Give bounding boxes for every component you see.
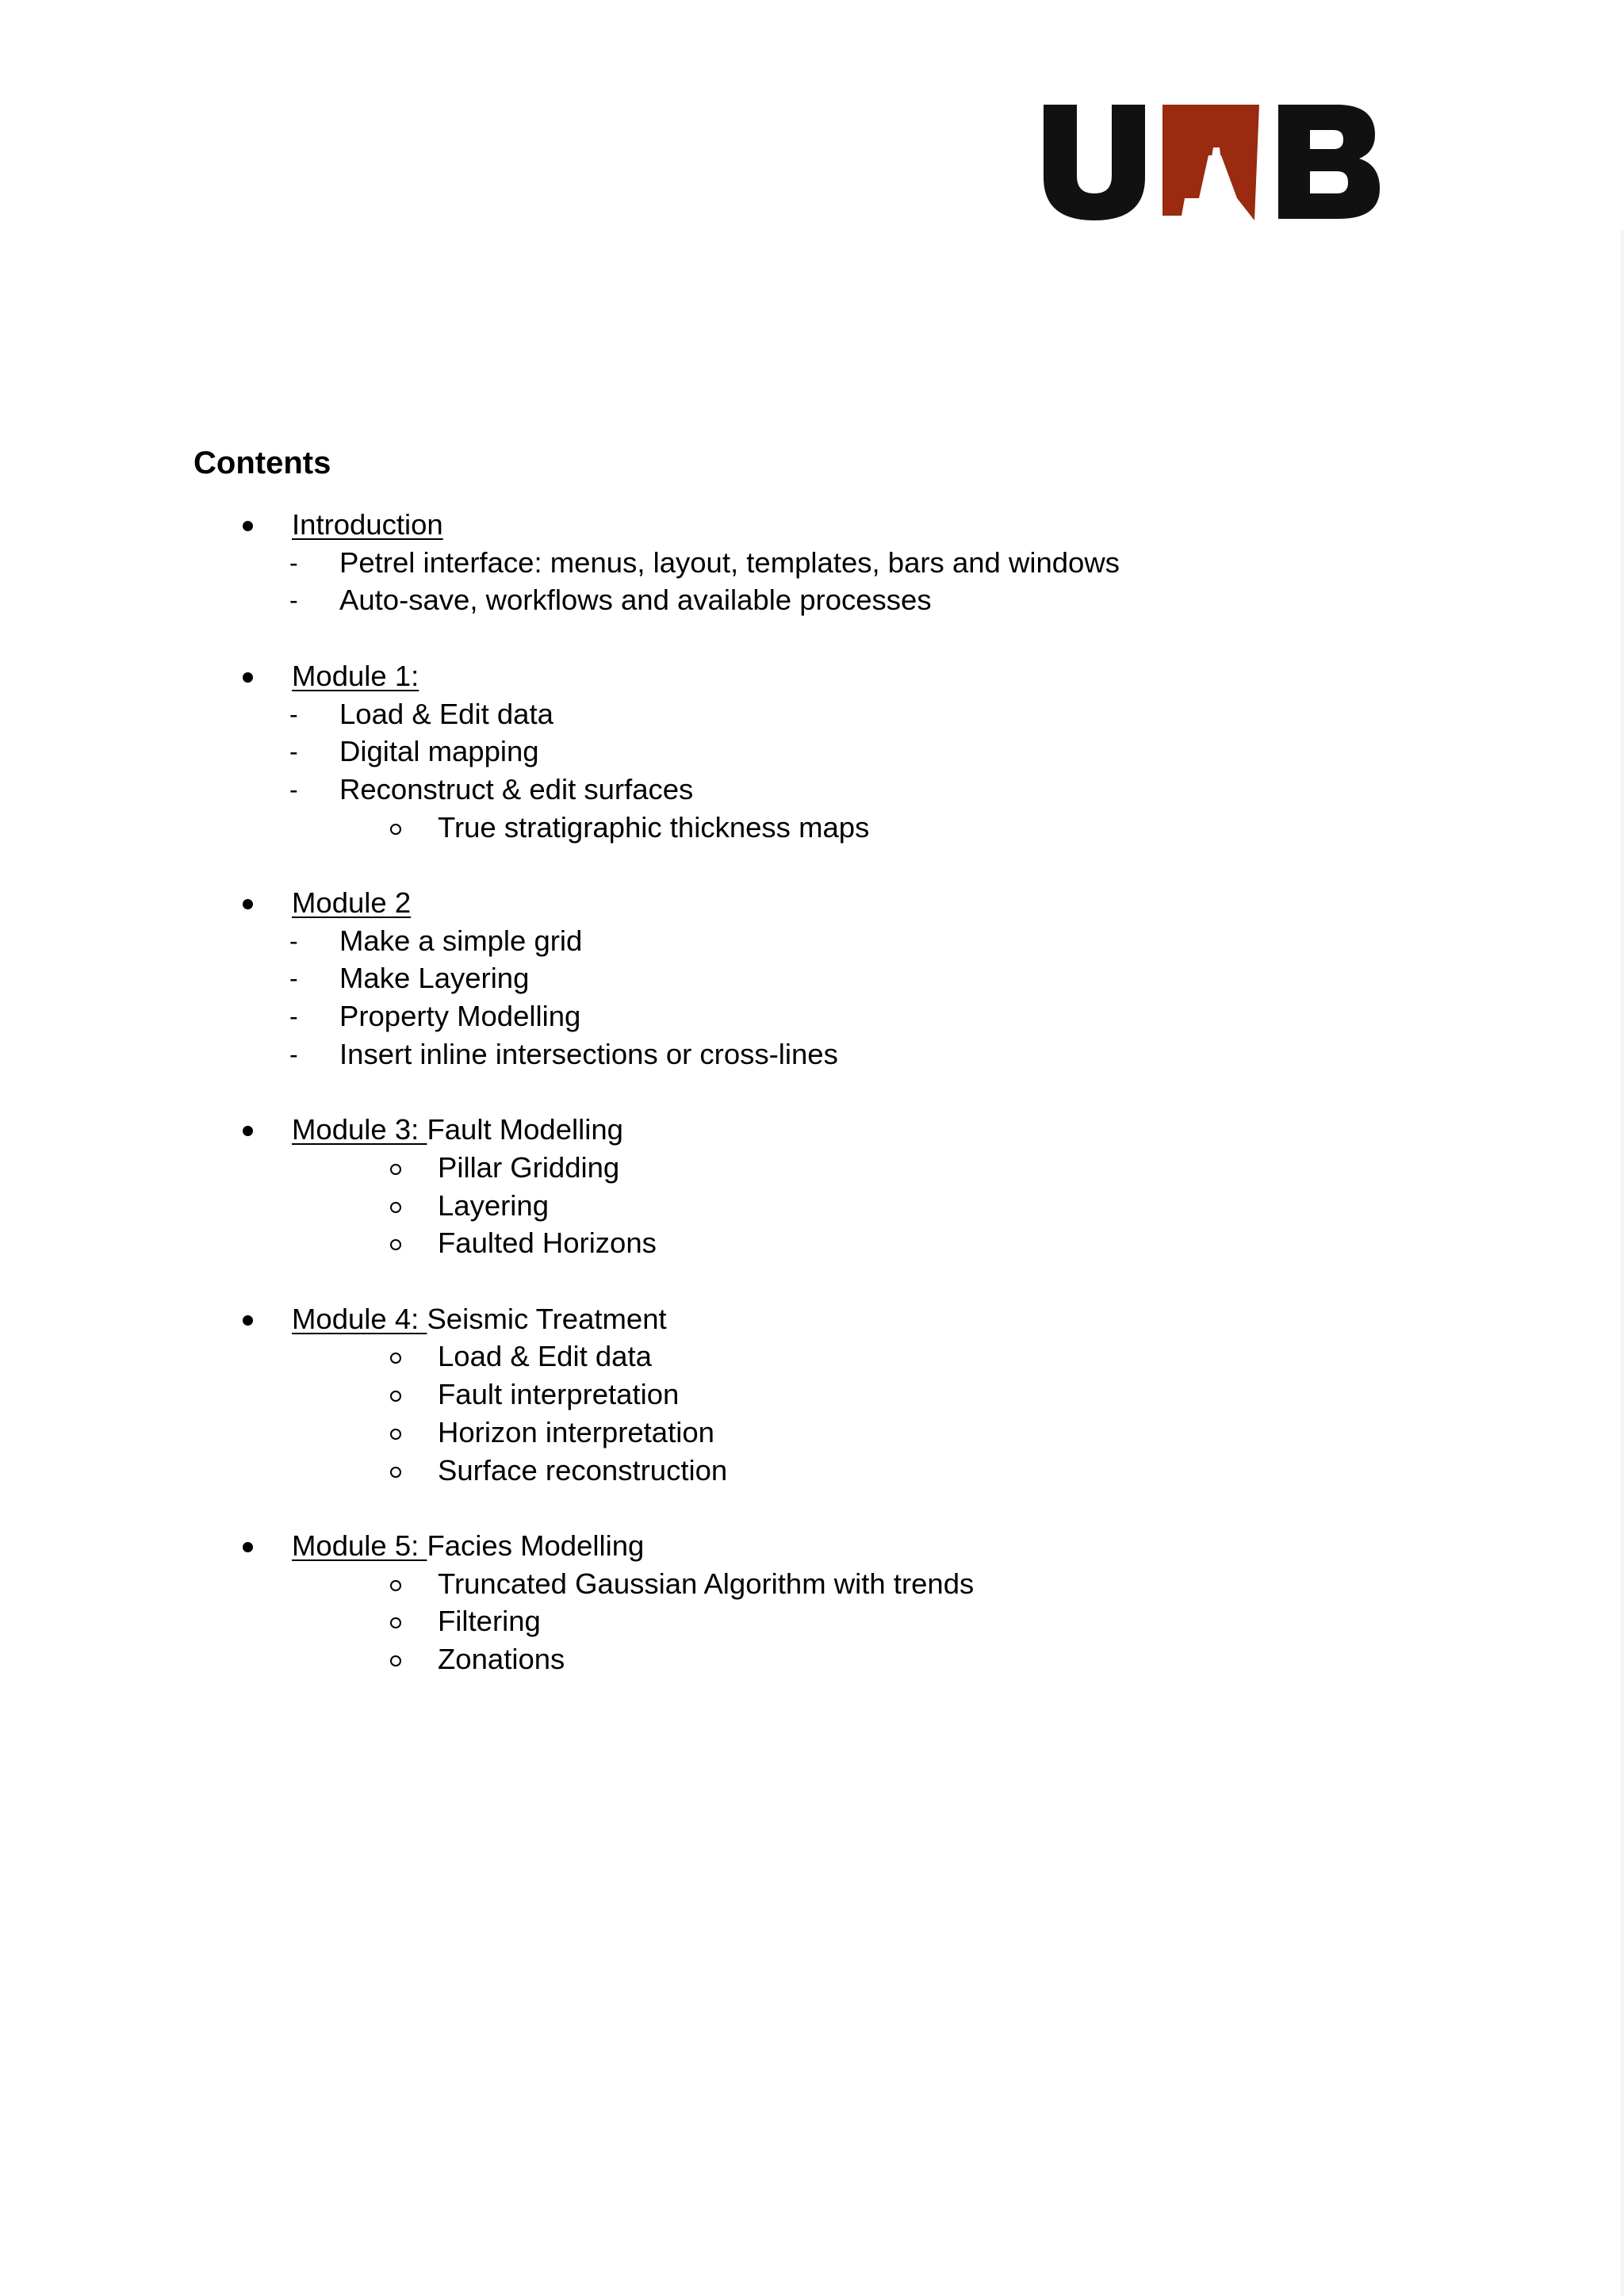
bullet-icon (243, 1529, 253, 1552)
list-item: Load & Edit data (438, 1340, 652, 1373)
section-title (292, 1112, 623, 1147)
section-title-underlined: Module 4: (292, 1302, 427, 1335)
section-title (292, 886, 411, 920)
list-item: Zonations (438, 1643, 565, 1675)
circle-bullet-icon (390, 1580, 401, 1591)
dash-marker: - (289, 775, 298, 804)
bullet-icon (243, 886, 253, 909)
dash-marker: - (289, 1039, 298, 1069)
list-item: Petrel interface: menus, layout, templates, bars and windows (339, 545, 1120, 579)
contents-heading: Contents (193, 446, 331, 480)
list-item: Load & Edit data (339, 697, 553, 730)
circle-bullet-icon (390, 1239, 401, 1250)
list-item: Pillar Gridding (438, 1150, 620, 1184)
section-title (292, 659, 419, 694)
section-title (292, 1529, 644, 1563)
list-item: Make Layering (339, 962, 530, 995)
bullet-icon (243, 507, 253, 531)
section-title-rest: Facies Modelling (427, 1529, 645, 1562)
list-item: Make a simple grid (339, 924, 583, 957)
section-title-underlined: Module 3: (292, 1113, 427, 1146)
section-title-underlined: Module 2 (292, 886, 412, 919)
list-item: Reconstruct & edit surfaces (339, 772, 694, 806)
bullet-icon (243, 1302, 253, 1326)
list-item: Filtering (438, 1605, 541, 1638)
list-item: Surface reconstruction (438, 1453, 728, 1487)
dash-marker: - (289, 1002, 298, 1031)
list-item: Property Modelling (339, 1000, 581, 1033)
list-item: Faulted Horizons (438, 1226, 657, 1260)
list-item: Fault interpretation (438, 1378, 680, 1411)
dash-marker: - (289, 737, 298, 767)
uab-logo (1044, 100, 1383, 224)
list-item: Auto-save, workflows and available processes (339, 584, 932, 617)
circle-bullet-icon (390, 1617, 401, 1628)
list-item: Layering (438, 1188, 550, 1222)
list-item: Truncated Gaussian Algorithm with trends (438, 1567, 975, 1600)
section-title-rest: Seismic Treatment (427, 1302, 667, 1335)
circle-bullet-icon (390, 1655, 401, 1667)
list-item: Digital mapping (339, 735, 539, 768)
section-title (292, 507, 443, 542)
page-edge (1621, 230, 1624, 2296)
circle-bullet-icon (390, 1353, 401, 1364)
bullet-icon (243, 1112, 253, 1136)
circle-bullet-icon (390, 1202, 401, 1213)
list-item: Horizon interpretation (438, 1415, 714, 1448)
circle-bullet-icon (390, 1391, 401, 1402)
dash-marker: - (289, 699, 298, 729)
section-title-underlined: Introduction (292, 508, 443, 541)
bullet-icon (243, 659, 253, 683)
section-title-underlined: Module 1: (292, 659, 419, 692)
dash-marker: - (289, 926, 298, 955)
list-item: Insert inline intersections or cross-lines (339, 1037, 838, 1070)
dash-marker: - (289, 548, 298, 577)
section-title-rest: Fault Modelling (427, 1113, 623, 1146)
circle-bullet-icon (390, 824, 401, 835)
circle-bullet-icon (390, 1467, 401, 1478)
circle-bullet-icon (390, 1164, 401, 1175)
section-title (292, 1302, 667, 1337)
section-title-underlined: Module 5: (292, 1529, 427, 1562)
list-item: True stratigraphic thickness maps (438, 810, 870, 844)
dash-marker: - (289, 964, 298, 993)
dash-marker: - (289, 586, 298, 615)
circle-bullet-icon (390, 1429, 401, 1440)
